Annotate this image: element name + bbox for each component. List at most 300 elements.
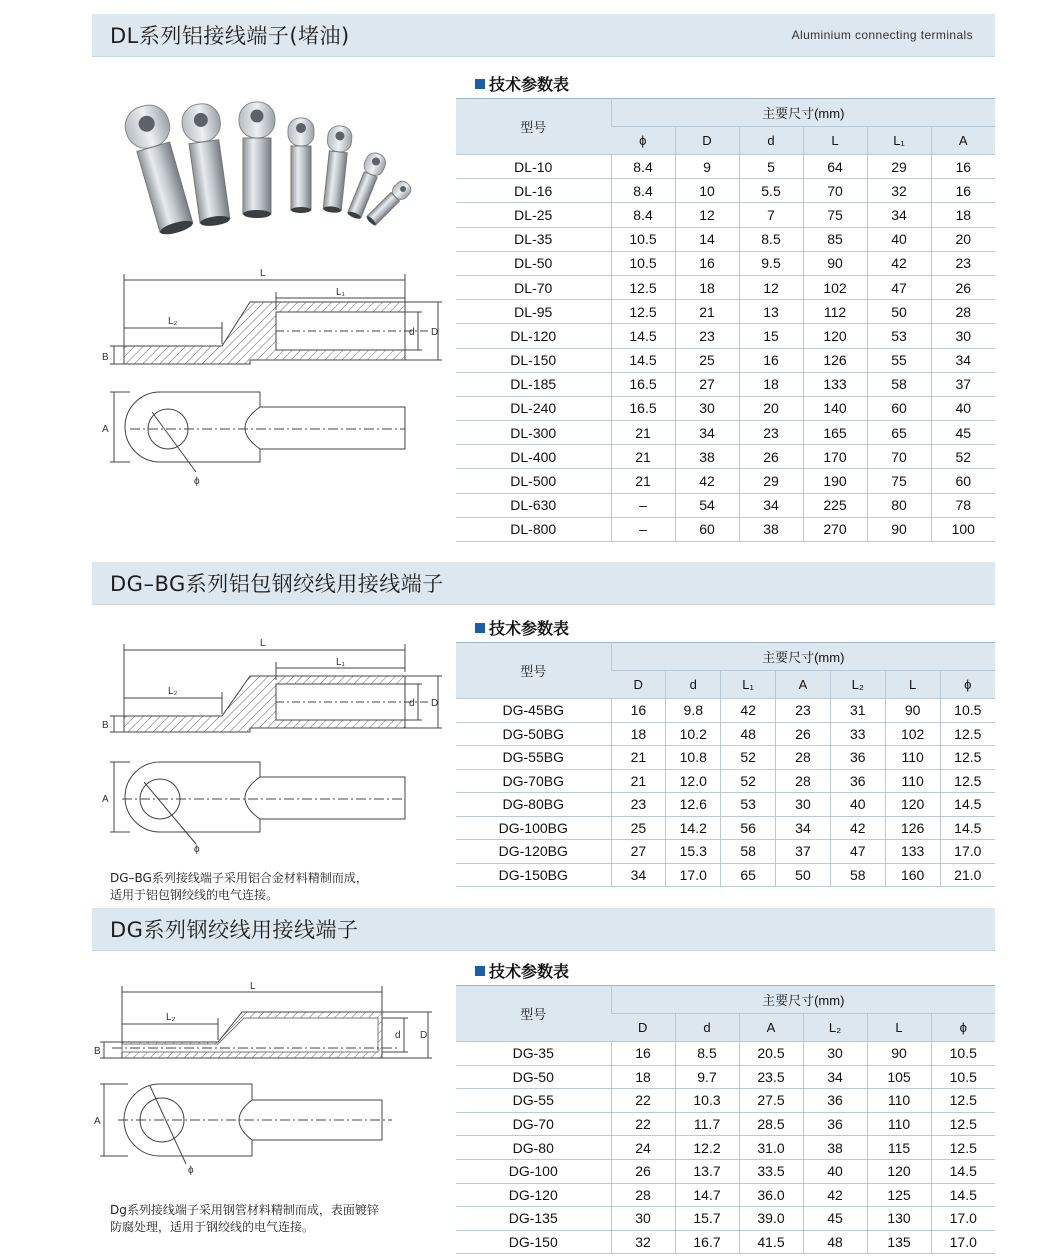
value-cell: 40 bbox=[931, 396, 995, 420]
table-row bbox=[456, 348, 995, 372]
value-cell: 18 bbox=[611, 722, 666, 746]
value-cell: 34 bbox=[776, 816, 831, 840]
value-cell: 120 bbox=[885, 793, 940, 817]
column-header: D bbox=[611, 671, 666, 699]
dim-label-d: d bbox=[409, 327, 415, 338]
value-cell: 31.0 bbox=[739, 1136, 803, 1160]
model-cell: DL-10 bbox=[456, 155, 611, 179]
value-cell: 37 bbox=[776, 840, 831, 864]
value-cell: 54 bbox=[675, 493, 739, 517]
value-cell: 9.7 bbox=[675, 1065, 739, 1089]
section-header-dl bbox=[92, 14, 995, 57]
dim-label-L: L bbox=[260, 268, 266, 279]
value-cell: 12.6 bbox=[666, 793, 721, 817]
value-cell: 12.2 bbox=[675, 1136, 739, 1160]
table-row bbox=[456, 840, 995, 864]
model-cell: DL-400 bbox=[456, 445, 611, 469]
dim-label-B: B bbox=[102, 720, 109, 731]
value-cell: 8.5 bbox=[739, 227, 803, 251]
table-row bbox=[456, 1183, 995, 1207]
value-cell: 52 bbox=[931, 445, 995, 469]
value-cell: 38 bbox=[739, 517, 803, 541]
value-cell: 14.7 bbox=[675, 1183, 739, 1207]
value-cell: 11.7 bbox=[675, 1112, 739, 1136]
value-cell: 90 bbox=[867, 1042, 931, 1066]
value-cell: 17.0 bbox=[931, 1230, 995, 1254]
dim-label-d: d bbox=[395, 1030, 401, 1041]
value-cell: 110 bbox=[885, 769, 940, 793]
model-cell: DG-120 bbox=[456, 1183, 611, 1207]
value-cell: 14.5 bbox=[931, 1183, 995, 1207]
column-header: D bbox=[675, 127, 739, 155]
table-row bbox=[456, 445, 995, 469]
value-cell: 58 bbox=[721, 840, 776, 864]
value-cell: 30 bbox=[611, 1207, 675, 1231]
table-title: 技术参数表 bbox=[475, 72, 569, 95]
value-cell: 140 bbox=[803, 396, 867, 420]
column-header: L bbox=[885, 671, 940, 699]
value-cell: 10.5 bbox=[931, 1065, 995, 1089]
model-cell: DG-80 bbox=[456, 1136, 611, 1160]
model-cell: DL-240 bbox=[456, 396, 611, 420]
value-cell: 64 bbox=[803, 155, 867, 179]
value-cell: 21 bbox=[611, 469, 675, 493]
model-cell: DG-120BG bbox=[456, 840, 611, 864]
dim-label-B: B bbox=[102, 352, 109, 363]
value-cell: 42 bbox=[830, 816, 885, 840]
value-cell: 60 bbox=[931, 469, 995, 493]
value-cell: 15.3 bbox=[666, 840, 721, 864]
value-cell: 34 bbox=[611, 863, 666, 887]
model-cell: DL-800 bbox=[456, 517, 611, 541]
value-cell: 110 bbox=[867, 1089, 931, 1113]
table-row bbox=[456, 1042, 995, 1066]
model-cell: DG-70BG bbox=[456, 769, 611, 793]
table-row bbox=[456, 1065, 995, 1089]
column-header: L bbox=[867, 1014, 931, 1042]
table-row bbox=[456, 1207, 995, 1231]
column-header: A bbox=[931, 127, 995, 155]
value-cell: 18 bbox=[611, 1065, 675, 1089]
group-header: 主要尺寸(mm) bbox=[611, 643, 995, 671]
value-cell: 21 bbox=[611, 746, 666, 770]
dim-label-L1: L₁ bbox=[336, 287, 345, 298]
value-cell: 85 bbox=[803, 227, 867, 251]
value-cell: 75 bbox=[803, 203, 867, 227]
model-cell: DG-70 bbox=[456, 1112, 611, 1136]
dg-technical-drawing bbox=[92, 980, 442, 1180]
value-cell: 70 bbox=[867, 445, 931, 469]
dim-label-D: D bbox=[431, 327, 439, 338]
column-header: d bbox=[739, 127, 803, 155]
section-subtitle: Aluminium connecting terminals bbox=[791, 28, 973, 42]
dim-label-phi: ϕ bbox=[188, 1165, 194, 1176]
value-cell: 52 bbox=[721, 769, 776, 793]
value-cell: 16.5 bbox=[611, 396, 675, 420]
value-cell: 60 bbox=[675, 517, 739, 541]
value-cell: 225 bbox=[803, 493, 867, 517]
value-cell: 18 bbox=[675, 275, 739, 299]
value-cell: 40 bbox=[867, 227, 931, 251]
value-cell: 14.5 bbox=[931, 1159, 995, 1183]
table-row bbox=[456, 1112, 995, 1136]
dim-label-L2: L₂ bbox=[168, 686, 178, 697]
value-cell: 58 bbox=[867, 372, 931, 396]
value-cell: 24 bbox=[611, 1136, 675, 1160]
table-row bbox=[456, 793, 995, 817]
dim-label-A: A bbox=[94, 1116, 101, 1127]
model-cell: DL-95 bbox=[456, 300, 611, 324]
table-row bbox=[456, 421, 995, 445]
value-cell: 126 bbox=[885, 816, 940, 840]
value-cell: 10.5 bbox=[611, 227, 675, 251]
value-cell: 26 bbox=[739, 445, 803, 469]
value-cell: 10.8 bbox=[666, 746, 721, 770]
value-cell: 12.0 bbox=[666, 769, 721, 793]
value-cell: 60 bbox=[867, 396, 931, 420]
group-header: 主要尺寸(mm) bbox=[611, 99, 995, 127]
model-cell: DL-120 bbox=[456, 324, 611, 348]
product-note: Dg系列接线端子采用钢管材料精制而成，表面镀锌 防腐处理，适用于钢绞线的电气连接。 bbox=[110, 1203, 379, 1234]
dim-label-A: A bbox=[102, 794, 109, 805]
value-cell: 23 bbox=[675, 324, 739, 348]
value-cell: 14.5 bbox=[611, 324, 675, 348]
value-cell: 23 bbox=[776, 699, 831, 723]
value-cell: 28 bbox=[931, 300, 995, 324]
dg-bg-technical-drawing bbox=[100, 632, 450, 867]
column-header: d bbox=[666, 671, 721, 699]
value-cell: 8.4 bbox=[611, 179, 675, 203]
value-cell: 126 bbox=[803, 348, 867, 372]
model-cell: DL-150 bbox=[456, 348, 611, 372]
dim-label-phi: ϕ bbox=[194, 476, 200, 487]
table-title: 技术参数表 bbox=[475, 959, 569, 982]
dl-technical-drawing bbox=[100, 262, 450, 497]
value-cell: 29 bbox=[867, 155, 931, 179]
value-cell: 12.5 bbox=[931, 1089, 995, 1113]
value-cell: 23 bbox=[931, 251, 995, 275]
value-cell: 25 bbox=[611, 816, 666, 840]
table-row bbox=[456, 372, 995, 396]
value-cell: 27 bbox=[675, 372, 739, 396]
value-cell: 33.5 bbox=[739, 1159, 803, 1183]
section-header-dg bbox=[92, 908, 995, 951]
value-cell: 16 bbox=[611, 1042, 675, 1066]
value-cell: 135 bbox=[867, 1230, 931, 1254]
spec-table-dl bbox=[456, 98, 995, 542]
value-cell: 14.5 bbox=[940, 793, 995, 817]
model-cell: DG-55BG bbox=[456, 746, 611, 770]
model-cell: DL-500 bbox=[456, 469, 611, 493]
group-header: 主要尺寸(mm) bbox=[611, 986, 995, 1014]
value-cell: 102 bbox=[885, 722, 940, 746]
column-header: D bbox=[611, 1014, 675, 1042]
value-cell: 120 bbox=[867, 1159, 931, 1183]
value-cell: 28.5 bbox=[739, 1112, 803, 1136]
model-cell: DG-35 bbox=[456, 1042, 611, 1066]
value-cell: 8.4 bbox=[611, 203, 675, 227]
model-cell: DG-150BG bbox=[456, 863, 611, 887]
value-cell: 5 bbox=[739, 155, 803, 179]
table-row bbox=[456, 863, 995, 887]
column-header: L₁ bbox=[867, 127, 931, 155]
dim-label-phi: ϕ bbox=[194, 844, 200, 855]
dim-label-B: B bbox=[94, 1046, 101, 1057]
model-cell: DG-55 bbox=[456, 1089, 611, 1113]
value-cell: 36 bbox=[830, 769, 885, 793]
value-cell: 34 bbox=[867, 203, 931, 227]
value-cell: 31 bbox=[830, 699, 885, 723]
value-cell: 120 bbox=[803, 324, 867, 348]
value-cell: 17.0 bbox=[666, 863, 721, 887]
value-cell: 56 bbox=[721, 816, 776, 840]
value-cell: 21 bbox=[611, 445, 675, 469]
value-cell: 34 bbox=[803, 1065, 867, 1089]
table-row bbox=[456, 155, 995, 179]
value-cell: 115 bbox=[867, 1136, 931, 1160]
value-cell: 30 bbox=[675, 396, 739, 420]
value-cell: 21 bbox=[611, 421, 675, 445]
value-cell: 12.5 bbox=[940, 769, 995, 793]
value-cell: 110 bbox=[885, 746, 940, 770]
value-cell: 37 bbox=[931, 372, 995, 396]
value-cell: 15.7 bbox=[675, 1207, 739, 1231]
value-cell: 16.5 bbox=[611, 372, 675, 396]
value-cell: 52 bbox=[721, 746, 776, 770]
value-cell: 102 bbox=[803, 275, 867, 299]
value-cell: 41.5 bbox=[739, 1230, 803, 1254]
value-cell: 10.5 bbox=[611, 251, 675, 275]
spec-table-dg-bg bbox=[456, 642, 995, 887]
value-cell: 133 bbox=[803, 372, 867, 396]
value-cell: 9 bbox=[675, 155, 739, 179]
value-cell: 105 bbox=[867, 1065, 931, 1089]
value-cell: 100 bbox=[931, 517, 995, 541]
table-row bbox=[456, 324, 995, 348]
value-cell: 32 bbox=[867, 179, 931, 203]
model-cell: DL-300 bbox=[456, 421, 611, 445]
value-cell: 40 bbox=[830, 793, 885, 817]
column-header: ϕ bbox=[611, 127, 675, 155]
value-cell: 16 bbox=[931, 155, 995, 179]
value-cell: 14.5 bbox=[611, 348, 675, 372]
value-cell: 27.5 bbox=[739, 1089, 803, 1113]
value-cell: 36 bbox=[803, 1089, 867, 1113]
value-cell: 10.2 bbox=[666, 722, 721, 746]
value-cell: 90 bbox=[803, 251, 867, 275]
model-header: 型号 bbox=[456, 99, 611, 155]
value-cell: 13 bbox=[739, 300, 803, 324]
dim-label-L2: L₂ bbox=[166, 1012, 176, 1023]
table-row bbox=[456, 396, 995, 420]
value-cell: 42 bbox=[867, 251, 931, 275]
dim-label-L2: L₂ bbox=[168, 316, 178, 327]
value-cell: 33 bbox=[830, 722, 885, 746]
value-cell: 65 bbox=[867, 421, 931, 445]
table-row bbox=[456, 1136, 995, 1160]
value-cell: 16 bbox=[931, 179, 995, 203]
table-title: 技术参数表 bbox=[475, 616, 569, 639]
value-cell: 48 bbox=[803, 1230, 867, 1254]
lug-3 bbox=[239, 102, 275, 218]
column-header: L₁ bbox=[721, 671, 776, 699]
value-cell: 70 bbox=[803, 179, 867, 203]
value-cell: 12 bbox=[739, 275, 803, 299]
value-cell: 28 bbox=[776, 746, 831, 770]
column-header: A bbox=[739, 1014, 803, 1042]
value-cell: 38 bbox=[803, 1136, 867, 1160]
value-cell: 8.4 bbox=[611, 155, 675, 179]
value-cell: 110 bbox=[867, 1112, 931, 1136]
table-row bbox=[456, 1159, 995, 1183]
value-cell: 22 bbox=[611, 1112, 675, 1136]
value-cell: 75 bbox=[867, 469, 931, 493]
model-cell: DL-25 bbox=[456, 203, 611, 227]
spec-table-dg bbox=[456, 985, 995, 1254]
table-row bbox=[456, 203, 995, 227]
value-cell: 78 bbox=[931, 493, 995, 517]
value-cell: 47 bbox=[867, 275, 931, 299]
value-cell: 16 bbox=[675, 251, 739, 275]
value-cell: 18 bbox=[931, 203, 995, 227]
value-cell: 28 bbox=[776, 769, 831, 793]
value-cell: 25 bbox=[675, 348, 739, 372]
value-cell: 16 bbox=[611, 699, 666, 723]
value-cell: 34 bbox=[675, 421, 739, 445]
value-cell: 17.0 bbox=[931, 1207, 995, 1231]
column-header: ϕ bbox=[940, 671, 995, 699]
model-cell: DG-100BG bbox=[456, 816, 611, 840]
value-cell: 15 bbox=[739, 324, 803, 348]
value-cell: 12.5 bbox=[611, 275, 675, 299]
lug-5 bbox=[320, 125, 353, 214]
value-cell: 8.5 bbox=[675, 1042, 739, 1066]
value-cell: 26 bbox=[931, 275, 995, 299]
value-cell: 90 bbox=[885, 699, 940, 723]
value-cell: 42 bbox=[721, 699, 776, 723]
value-cell: 30 bbox=[803, 1042, 867, 1066]
value-cell: 112 bbox=[803, 300, 867, 324]
value-cell: 22 bbox=[611, 1089, 675, 1113]
value-cell: – bbox=[611, 517, 675, 541]
value-cell: 90 bbox=[867, 517, 931, 541]
section-title: DL系列铝接线端子(堵油) bbox=[110, 24, 350, 48]
model-header: 型号 bbox=[456, 643, 611, 699]
column-header: L bbox=[803, 127, 867, 155]
value-cell: 20 bbox=[739, 396, 803, 420]
dim-label-D: D bbox=[420, 1030, 428, 1041]
value-cell: 36 bbox=[830, 746, 885, 770]
value-cell: 9.5 bbox=[739, 251, 803, 275]
value-cell: 65 bbox=[721, 863, 776, 887]
value-cell: 40 bbox=[803, 1159, 867, 1183]
table-row bbox=[456, 699, 995, 723]
value-cell: 10 bbox=[675, 179, 739, 203]
value-cell: 30 bbox=[931, 324, 995, 348]
model-cell: DG-45BG bbox=[456, 699, 611, 723]
table-row bbox=[456, 300, 995, 324]
dim-label-L: L bbox=[260, 638, 266, 649]
model-cell: DG-150 bbox=[456, 1230, 611, 1254]
section-title: DG–BG系列铝包钢绞线用接线端子 bbox=[110, 572, 444, 596]
value-cell: 47 bbox=[830, 840, 885, 864]
table-row bbox=[456, 275, 995, 299]
value-cell: 32 bbox=[611, 1230, 675, 1254]
value-cell: 14.5 bbox=[940, 816, 995, 840]
square-bullet-icon bbox=[475, 79, 485, 89]
value-cell: 16 bbox=[739, 348, 803, 372]
value-cell: 12.5 bbox=[931, 1112, 995, 1136]
table-row bbox=[456, 722, 995, 746]
model-cell: DL-70 bbox=[456, 275, 611, 299]
value-cell: 20.5 bbox=[739, 1042, 803, 1066]
model-cell: DL-50 bbox=[456, 251, 611, 275]
value-cell: 20 bbox=[931, 227, 995, 251]
value-cell: 13.7 bbox=[675, 1159, 739, 1183]
dim-label-D: D bbox=[431, 698, 439, 709]
value-cell: 130 bbox=[867, 1207, 931, 1231]
section-title: DG系列钢绞线用接线端子 bbox=[110, 918, 359, 942]
value-cell: 80 bbox=[867, 493, 931, 517]
model-cell: DG-80BG bbox=[456, 793, 611, 817]
value-cell: 21 bbox=[611, 769, 666, 793]
value-cell: 10.5 bbox=[940, 699, 995, 723]
value-cell: 14.2 bbox=[666, 816, 721, 840]
value-cell: 10.3 bbox=[675, 1089, 739, 1113]
model-cell: DG-50BG bbox=[456, 722, 611, 746]
value-cell: 42 bbox=[675, 469, 739, 493]
value-cell: 50 bbox=[776, 863, 831, 887]
value-cell: 23 bbox=[611, 793, 666, 817]
value-cell: 21.0 bbox=[940, 863, 995, 887]
value-cell: 45 bbox=[803, 1207, 867, 1231]
value-cell: 12.5 bbox=[940, 746, 995, 770]
value-cell: 17.0 bbox=[940, 840, 995, 864]
model-cell: DL-630 bbox=[456, 493, 611, 517]
value-cell: 7 bbox=[739, 203, 803, 227]
value-cell: 12.5 bbox=[611, 300, 675, 324]
dim-label-A: A bbox=[102, 424, 109, 435]
value-cell: 9.8 bbox=[666, 699, 721, 723]
table-row bbox=[456, 517, 995, 541]
value-cell: 34 bbox=[931, 348, 995, 372]
model-cell: DL-185 bbox=[456, 372, 611, 396]
square-bullet-icon bbox=[475, 623, 485, 633]
value-cell: 38 bbox=[675, 445, 739, 469]
table-row bbox=[456, 179, 995, 203]
table-row bbox=[456, 493, 995, 517]
value-cell: 133 bbox=[885, 840, 940, 864]
value-cell: 21 bbox=[675, 300, 739, 324]
value-cell: 42 bbox=[803, 1183, 867, 1207]
value-cell: – bbox=[611, 493, 675, 517]
column-header: A bbox=[776, 671, 831, 699]
lug-4 bbox=[288, 118, 314, 213]
value-cell: 50 bbox=[867, 300, 931, 324]
value-cell: 27 bbox=[611, 840, 666, 864]
model-header: 型号 bbox=[456, 986, 611, 1042]
value-cell: 23.5 bbox=[739, 1065, 803, 1089]
value-cell: 12 bbox=[675, 203, 739, 227]
table-row bbox=[456, 746, 995, 770]
value-cell: 34 bbox=[739, 493, 803, 517]
column-header: L₂ bbox=[830, 671, 885, 699]
value-cell: 165 bbox=[803, 421, 867, 445]
value-cell: 36 bbox=[803, 1112, 867, 1136]
value-cell: 45 bbox=[931, 421, 995, 445]
table-row bbox=[456, 769, 995, 793]
table-row bbox=[456, 1230, 995, 1254]
